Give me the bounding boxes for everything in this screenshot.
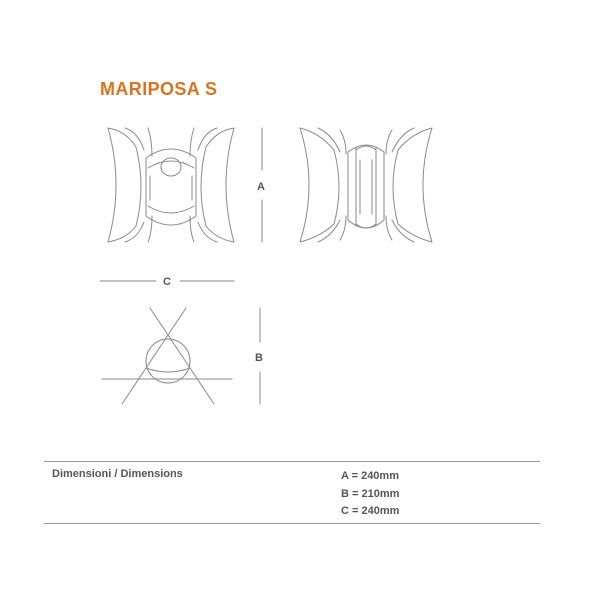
dimension-value-a: A = 240mm bbox=[341, 470, 399, 482]
label-c: C bbox=[163, 276, 171, 288]
dimension-value-c: C = 240mm bbox=[341, 505, 400, 517]
dimensions-list bbox=[341, 468, 399, 521]
product-title: MARIPOSA S bbox=[100, 79, 218, 99]
front-view bbox=[108, 128, 234, 242]
table-top-rule bbox=[44, 461, 540, 462]
dimensions-heading: Dimensioni / Dimensions bbox=[52, 468, 183, 480]
top-view bbox=[102, 308, 232, 404]
label-a: A bbox=[257, 181, 265, 193]
label-b: B bbox=[255, 352, 263, 364]
table-bottom-rule bbox=[44, 523, 540, 524]
side-view bbox=[300, 128, 432, 242]
dimension-value-b: B = 210mm bbox=[341, 487, 400, 500]
